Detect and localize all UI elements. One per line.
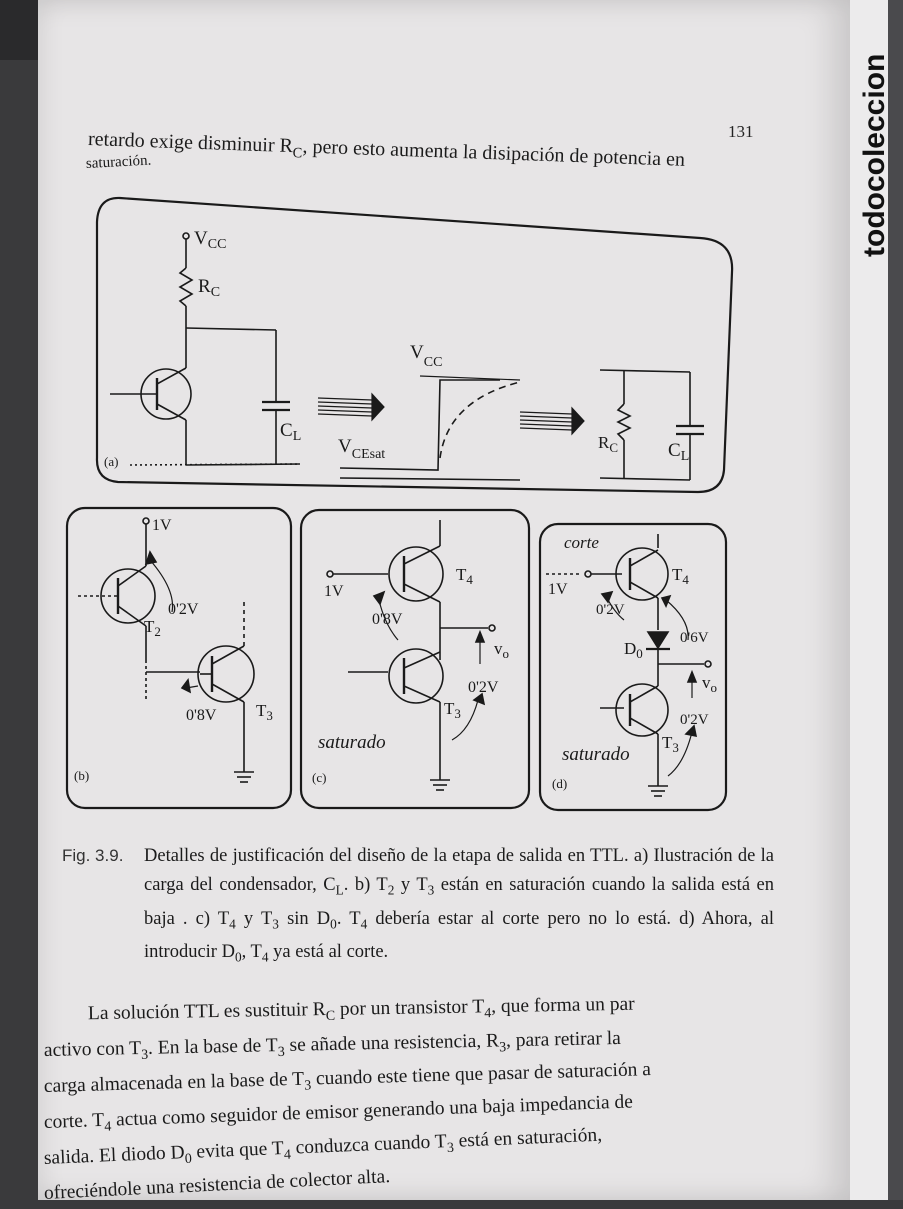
rc2-label: $R_C$ [598, 433, 619, 455]
panel-c-tag: (c) [312, 770, 327, 785]
arrow-a1 [318, 394, 384, 420]
d-02v-b-label: 0'2V [680, 712, 709, 728]
b-t3-label: $T_3$ [256, 701, 273, 723]
resistor-rc [180, 268, 192, 306]
transistor-t3-d [616, 684, 668, 736]
panel-b-tag: (b) [74, 768, 90, 783]
panel-a-tag: (a) [104, 454, 119, 469]
d-02v-label: 0'2V [596, 602, 625, 618]
watermark: todocoleccion [858, 53, 891, 257]
top-text-line-2: saturación. [85, 152, 152, 172]
b-t2-label: $T_2$ [144, 617, 161, 639]
panel-d-frame [540, 524, 726, 810]
d-06v-label: 0'6V [680, 630, 709, 646]
c-vo-label: $v_o$ [494, 639, 509, 661]
d-corte-label: corte [564, 533, 599, 552]
figure-caption: Detalles de justificación del diseño de la etapa de salida en TTL. a) Ilustración de la carga del condensador, $C_L$. b) $T_2$ y $T_3$ están en saturación cuando la salida está en baja . c) $T_4$ y $T_3$ $\sin D_0$. $T_4$ debería estar al corte pero no lo está. d) Ahora, al introducir $D_0$, $T_4$ ya está al corte. [144, 846, 774, 966]
c-state-label: saturado [318, 732, 386, 753]
b-02v-label: 0'2V [168, 601, 199, 618]
c-02v-label: 0'2V [468, 679, 499, 696]
body-line: activo con $T_3$. En la base de $T_3$ se añade una resistencia, $R_3$, para retirar la [43, 1027, 622, 1063]
c-1v-label: 1V [324, 583, 344, 600]
b-1v-label: 1V [152, 517, 172, 534]
resistor-rc2 [618, 404, 630, 440]
cl2-label: $C_L$ [668, 440, 690, 464]
transistor-t4-d [616, 548, 668, 600]
vcc2-label: $V_{CC}$ [410, 342, 443, 370]
body-line: ofreciéndole una resistencia de colector alta. [43, 1166, 391, 1205]
c-t3-label: $T_3$ [444, 699, 461, 721]
c-t4-label: $T_4$ [456, 565, 473, 587]
page-number: 131 [728, 122, 754, 141]
diode-d0 [648, 632, 668, 648]
body-paragraph [43, 993, 786, 1209]
transistor-t3-c [389, 649, 443, 703]
body-line: corte. $T_4$ actua como seguidor de emisor generando una baja impedancia de [43, 1091, 634, 1135]
panel-c-frame [301, 510, 529, 808]
top-text-line-1: retardo exige disminuir $R_C$, pero esto aumenta la disipación de potencia en [87, 128, 686, 171]
d-d0-label: $D_0$ [624, 639, 643, 661]
d-t4-label: $T_4$ [672, 565, 689, 587]
d-t3-label: $T_3$ [662, 733, 679, 755]
arrow-a2 [520, 408, 584, 434]
d-1v-label: 1V [548, 581, 568, 598]
vcesat-label: $V_{CEsat}$ [338, 436, 386, 462]
body-line: La solución TTL es sustituir $R_C$ por un transistor $T_4$, que forma un par [87, 993, 635, 1025]
d-state-label: saturado [562, 744, 630, 765]
d-vo-label: $v_o$ [702, 673, 717, 695]
panel-d-tag: (d) [552, 776, 568, 791]
c-08v-label: 0'8V [372, 611, 403, 628]
transistor-t4-c [389, 547, 443, 601]
panel-b-frame [67, 508, 291, 808]
vcc-label: $V_{CC}$ [194, 228, 227, 252]
body-line: salida. El diodo $D_0$ evita que $T_4$ conduzca cuando $T_3$ está en saturación, [43, 1124, 603, 1169]
body-line: carga almacenada en la base de $T_3$ cuando este tiene que pasar de saturación a [43, 1058, 652, 1097]
b-08v-label: 0'8V [186, 707, 217, 724]
rc-label: $R_C$ [198, 276, 221, 300]
figure-number: Fig. 3.9. [62, 846, 124, 865]
cl-label: $C_L$ [280, 420, 302, 444]
